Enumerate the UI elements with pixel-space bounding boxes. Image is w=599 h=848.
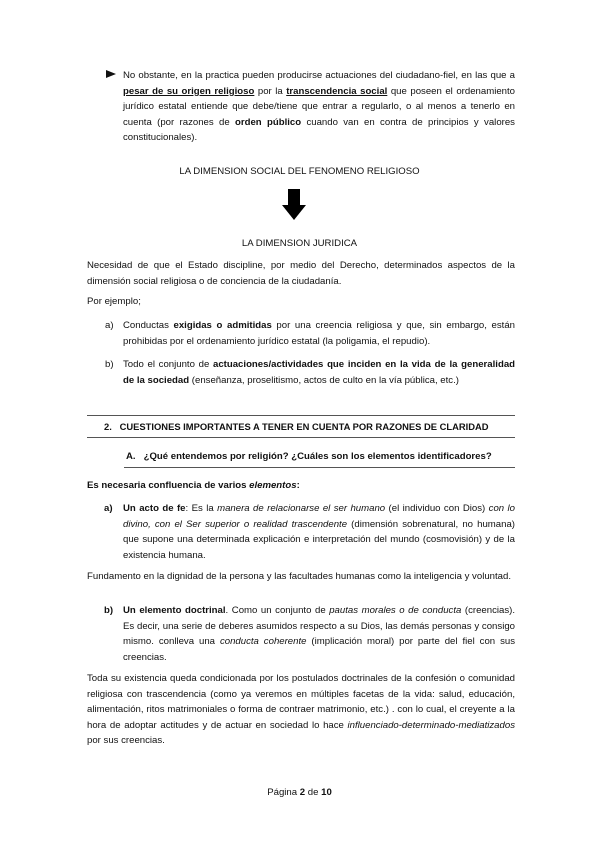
subsection-a-heading: A. ¿Qué entendemos por religión? ¿Cuáles son los elementos identificadores?	[126, 451, 492, 462]
item-acto-de-fe: Un acto de fe: Es la manera de relacionarse el ser humano (el individuo con Dios) con lo divino, con el Ser superior o realidad trascendente (dimensión sobrenatural, no humana) que supone una determinada explicación e interpretación del mundo (cosmovisión) y de la existencia humana.	[123, 503, 515, 561]
down-arrow-icon	[282, 189, 306, 227]
paragraph-final: Toda su existencia queda condicionada por los postulados doctrinales de la confesión o comunidad religiosa con trascendencia (como ya veremos en múltiples facetas de la vida: salud, educación, alimentación, ritos matrimoniales o forma de contraer matrimonio, etc.) . con lo cual, el creyente a la hora de adoptar actitudes y de actuar en sociedad lo hace influenciado-determinado-mediatizados por sus creencias.	[87, 673, 515, 746]
item-marker-b: b)	[104, 605, 114, 616]
item-elemento-doctrinal: Un elemento doctrinal. Como un conjunto de pautas morales o de conducta (creencias). Es decir, una serie de deberes asumidos respecto a su Dios, las demás personas y consigo mismo. conlleva una conducta coherente (implicación moral) por parte del fiel con sus creencias.	[123, 605, 516, 663]
page-footer: Página 2 de 10	[267, 787, 332, 798]
bullet-paragraph: No obstante, en la practica pueden producirse actuaciones del ciudadano-fiel, en las que a pesar de su origen religioso por la transcendencia social que poseen el ordenamiento jurídico estatal entiende que debe/tiene que entrar a regularlo, o al menos a tenerlo en cuenta (por razones de orden público cuando van en contra de principios y valores constitucionales).	[123, 70, 515, 143]
subsection-rule	[124, 467, 515, 468]
section-top-rule	[87, 415, 515, 416]
paragraph-por-ejemplo: Por ejemplo;	[87, 296, 141, 307]
list-marker-b: b)	[105, 359, 114, 370]
section-2-heading: 2. CUESTIONES IMPORTANTES A TENER EN CUENTA POR RAZONES DE CLARIDAD	[104, 421, 489, 432]
paragraph-necesidad: Necesidad de que el Estado discipline, por medio del Derecho, determinados aspectos de la dimensión social religiosa o de conciencia de la ciudadanía.	[87, 260, 515, 287]
item-marker-a: a)	[104, 503, 113, 514]
list-marker-a: a)	[105, 320, 114, 331]
heading-dimension-social: LA DIMENSION SOCIAL DEL FENOMENO RELIGIOSO	[179, 166, 420, 177]
list-item-a: Conductas exigidas o admitidas por una creencia religiosa y que, sin embargo, están prohibidas por el ordenamiento jurídico estatal (la poligamia, el repudio).	[123, 320, 516, 347]
section-bottom-rule	[87, 437, 515, 438]
paragraph-confluencia: Es necesaria confluencia de varios elementos:	[87, 480, 300, 491]
paragraph-fundamento: Fundamento en la dignidad de la persona y las facultades humanas como la inteligencia y voluntad.	[87, 571, 511, 582]
bullet-arrow-icon	[106, 69, 116, 85]
heading-dimension-juridica: LA DIMENSION JURIDICA	[241, 238, 358, 249]
list-item-b: Todo el conjunto de actuaciones/actividades que inciden en la vida de la generalidad de la sociedad (enseñanza, proselitismo, actos de culto en la vía pública, etc.)	[123, 359, 516, 386]
